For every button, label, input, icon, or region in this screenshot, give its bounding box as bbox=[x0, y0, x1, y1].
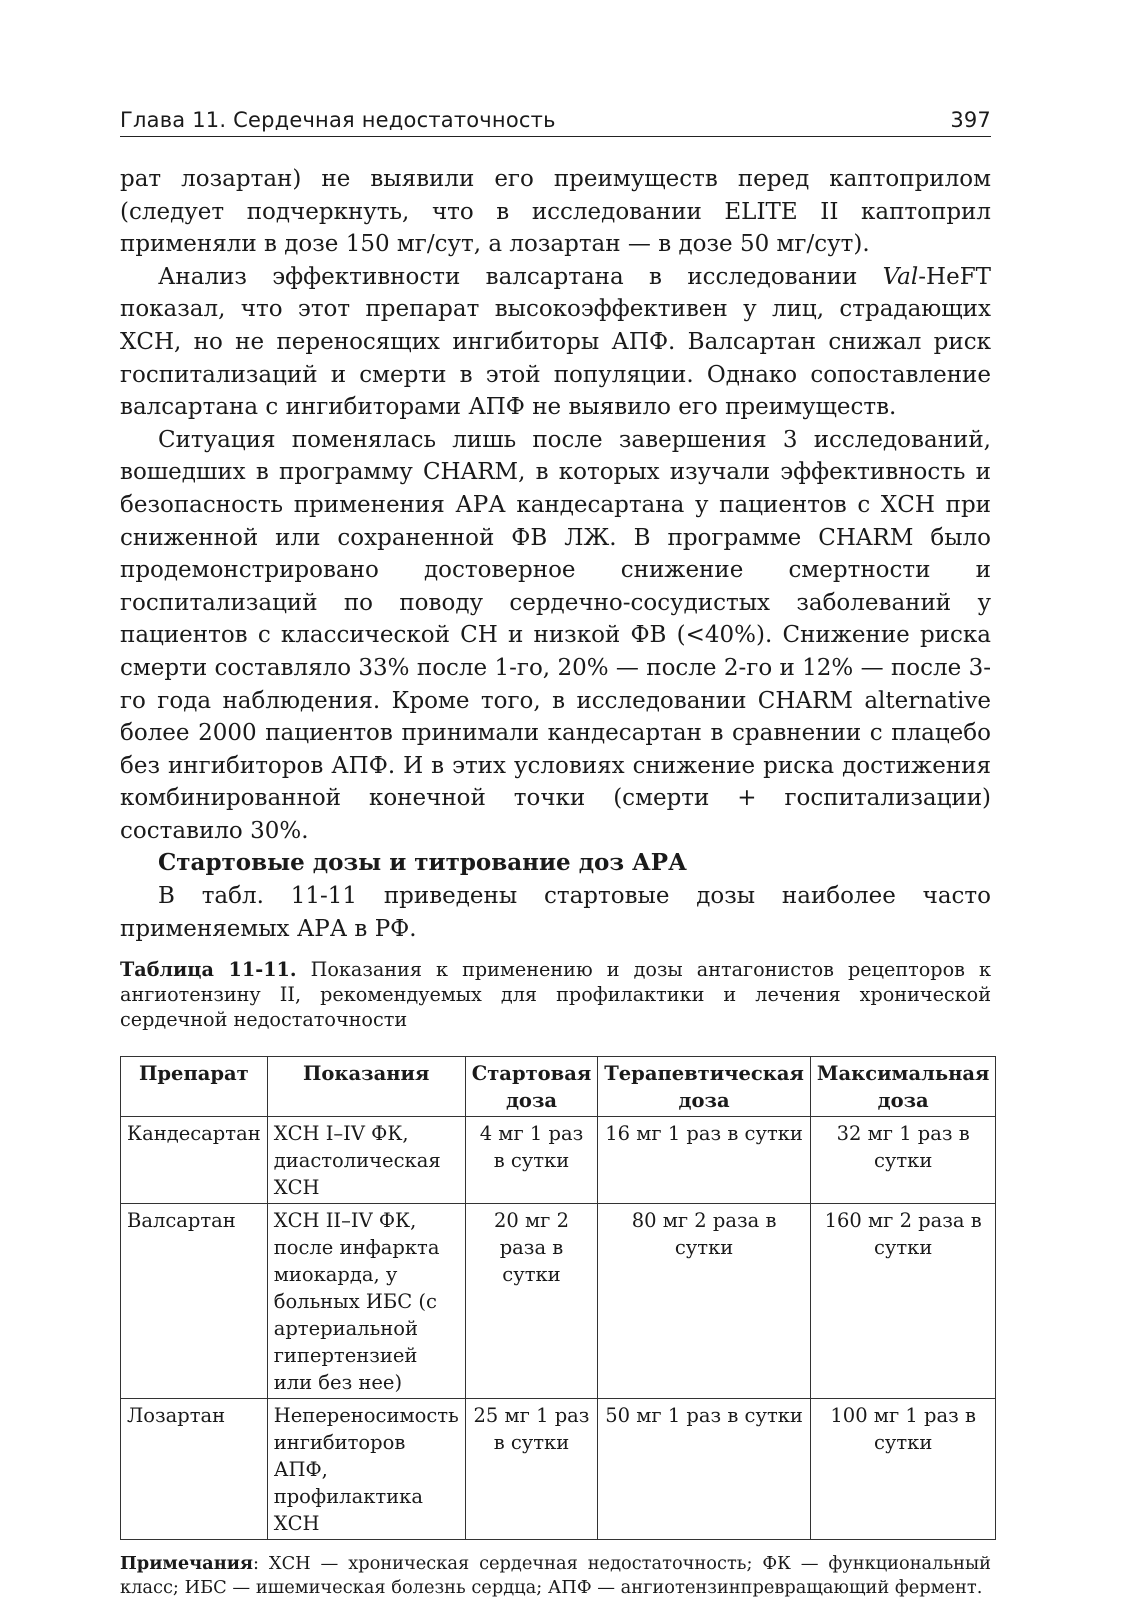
cell-therapeutic-dose: 16 мг 1 раз в сутки bbox=[598, 1117, 811, 1204]
cell-start-dose: 4 мг 1 раз в сутки bbox=[465, 1117, 598, 1204]
chapter-title: Глава 11. Сердечная недостаточность bbox=[120, 108, 556, 132]
cell-indications: ХСН I–IV ФК, диастолическая ХСН bbox=[267, 1117, 465, 1204]
header-start-dose: Стартовая доза bbox=[465, 1057, 598, 1117]
cell-start-dose: 25 мг 1 раз в сутки bbox=[465, 1399, 598, 1540]
body-text bbox=[120, 163, 991, 945]
paragraph-2 bbox=[120, 261, 991, 424]
table-row bbox=[121, 1399, 996, 1540]
cell-indications: Непереносимость ингибиторов АПФ, профилактика ХСН bbox=[267, 1399, 465, 1540]
cell-indications: ХСН II–IV ФК, после инфаркта миокарда, у больных ИБС (с артериальной гипертензией или без нее) bbox=[267, 1204, 465, 1399]
val-italic: Val bbox=[882, 263, 919, 290]
paragraph-1: рат лозартан) не выявили его преимуществ перед каптоприлом (следует подчеркнуть, что в исследовании ELITE II каптоприл применяли в дозе 150 мг/сут, а лозартан — в дозе 50 мг/сут). bbox=[120, 166, 991, 258]
page-number: 397 bbox=[950, 108, 991, 132]
header-indications: Показания bbox=[267, 1057, 465, 1117]
cell-drug: Кандесартан bbox=[121, 1117, 268, 1204]
paragraph-2-end: -HeFT показал, что этот препарат высокоэффективен у лиц, страдающих ХСН, но не переносящих ингибиторы АПФ. Валсартан снижал риск госпитализаций и смерти в этой популяции. Однако сопоставление валсартана с ингибиторами АПФ не выявило его преимуществ. bbox=[120, 263, 991, 421]
table-caption bbox=[120, 957, 991, 1032]
notes-label: Примечания bbox=[120, 1553, 254, 1575]
cell-max-dose: 100 мг 1 раз в сутки bbox=[810, 1399, 996, 1540]
cell-drug: Лозартан bbox=[121, 1399, 268, 1540]
cell-max-dose: 160 мг 2 раза в сутки bbox=[810, 1204, 996, 1399]
table-header-row bbox=[121, 1057, 996, 1117]
cell-drug: Валсартан bbox=[121, 1204, 268, 1399]
book-page bbox=[120, 108, 991, 1600]
header-max-dose: Максимальная доза bbox=[810, 1057, 996, 1117]
paragraph-4: В табл. 11-11 приведены стартовые дозы наиболее часто применяемых АРА в РФ. bbox=[120, 883, 991, 942]
cell-therapeutic-dose: 80 мг 2 раза в сутки bbox=[598, 1204, 811, 1399]
paragraph-2-start: Анализ эффективности валсартана в исследовании bbox=[158, 263, 883, 290]
cell-start-dose: 20 мг 2 раза в сутки bbox=[465, 1204, 598, 1399]
notes-text: : ХСН — хроническая сердечная недостаточность; ФК — функциональный класс; ИБС — ишемическая болезнь сердца; АПФ — ангиотензинпревращающий фермент. bbox=[120, 1553, 991, 1599]
section-heading: Стартовые дозы и титрование доз АРА bbox=[158, 849, 687, 877]
header-therapeutic-dose: Терапевтическая доза bbox=[598, 1057, 811, 1117]
table-row bbox=[121, 1204, 996, 1399]
cell-max-dose: 32 мг 1 раз в сутки bbox=[810, 1117, 996, 1204]
table-notes bbox=[120, 1552, 991, 1600]
header-drug: Препарат bbox=[121, 1057, 268, 1117]
table-caption-text: Показания к применению и дозы антагонистов рецепторов к ангиотензину II, рекомендуемых для профилактики и лечения хронической сердечной недостаточности bbox=[120, 958, 991, 1032]
cell-therapeutic-dose: 50 мг 1 раз в сутки bbox=[598, 1399, 811, 1540]
running-head bbox=[120, 108, 991, 137]
dose-table bbox=[120, 1056, 996, 1540]
paragraph-3: Ситуация поменялась лишь после завершения 3 исследований, вошедших в программу CHARM, в которых изучали эффективность и безопасность применения АРА кандесартана у пациентов с ХСН при сниженной или сохраненной ФВ ЛЖ. В программе CHARM было продемонстрировано достоверное снижение смертности и госпитализаций по поводу сердечно-сосудистых заболеваний у пациентов с классической СН и низкой ФВ (<40%). Снижение риска смерти составляло 33% после 1-го, 20% — после 2-го и 12% — после 3-го года наблюдения. Кроме того, в исследовании CHARM alternative более 2000 пациентов принимали кандесартан в сравнении с плацебо без ингибиторов АПФ. И в этих условиях снижение риска достижения комбинированной конечной точки (смерти + госпитализации) составило 30%. bbox=[120, 426, 991, 844]
table-caption-label: Таблица 11-11. bbox=[120, 958, 297, 982]
table-row bbox=[121, 1117, 996, 1204]
